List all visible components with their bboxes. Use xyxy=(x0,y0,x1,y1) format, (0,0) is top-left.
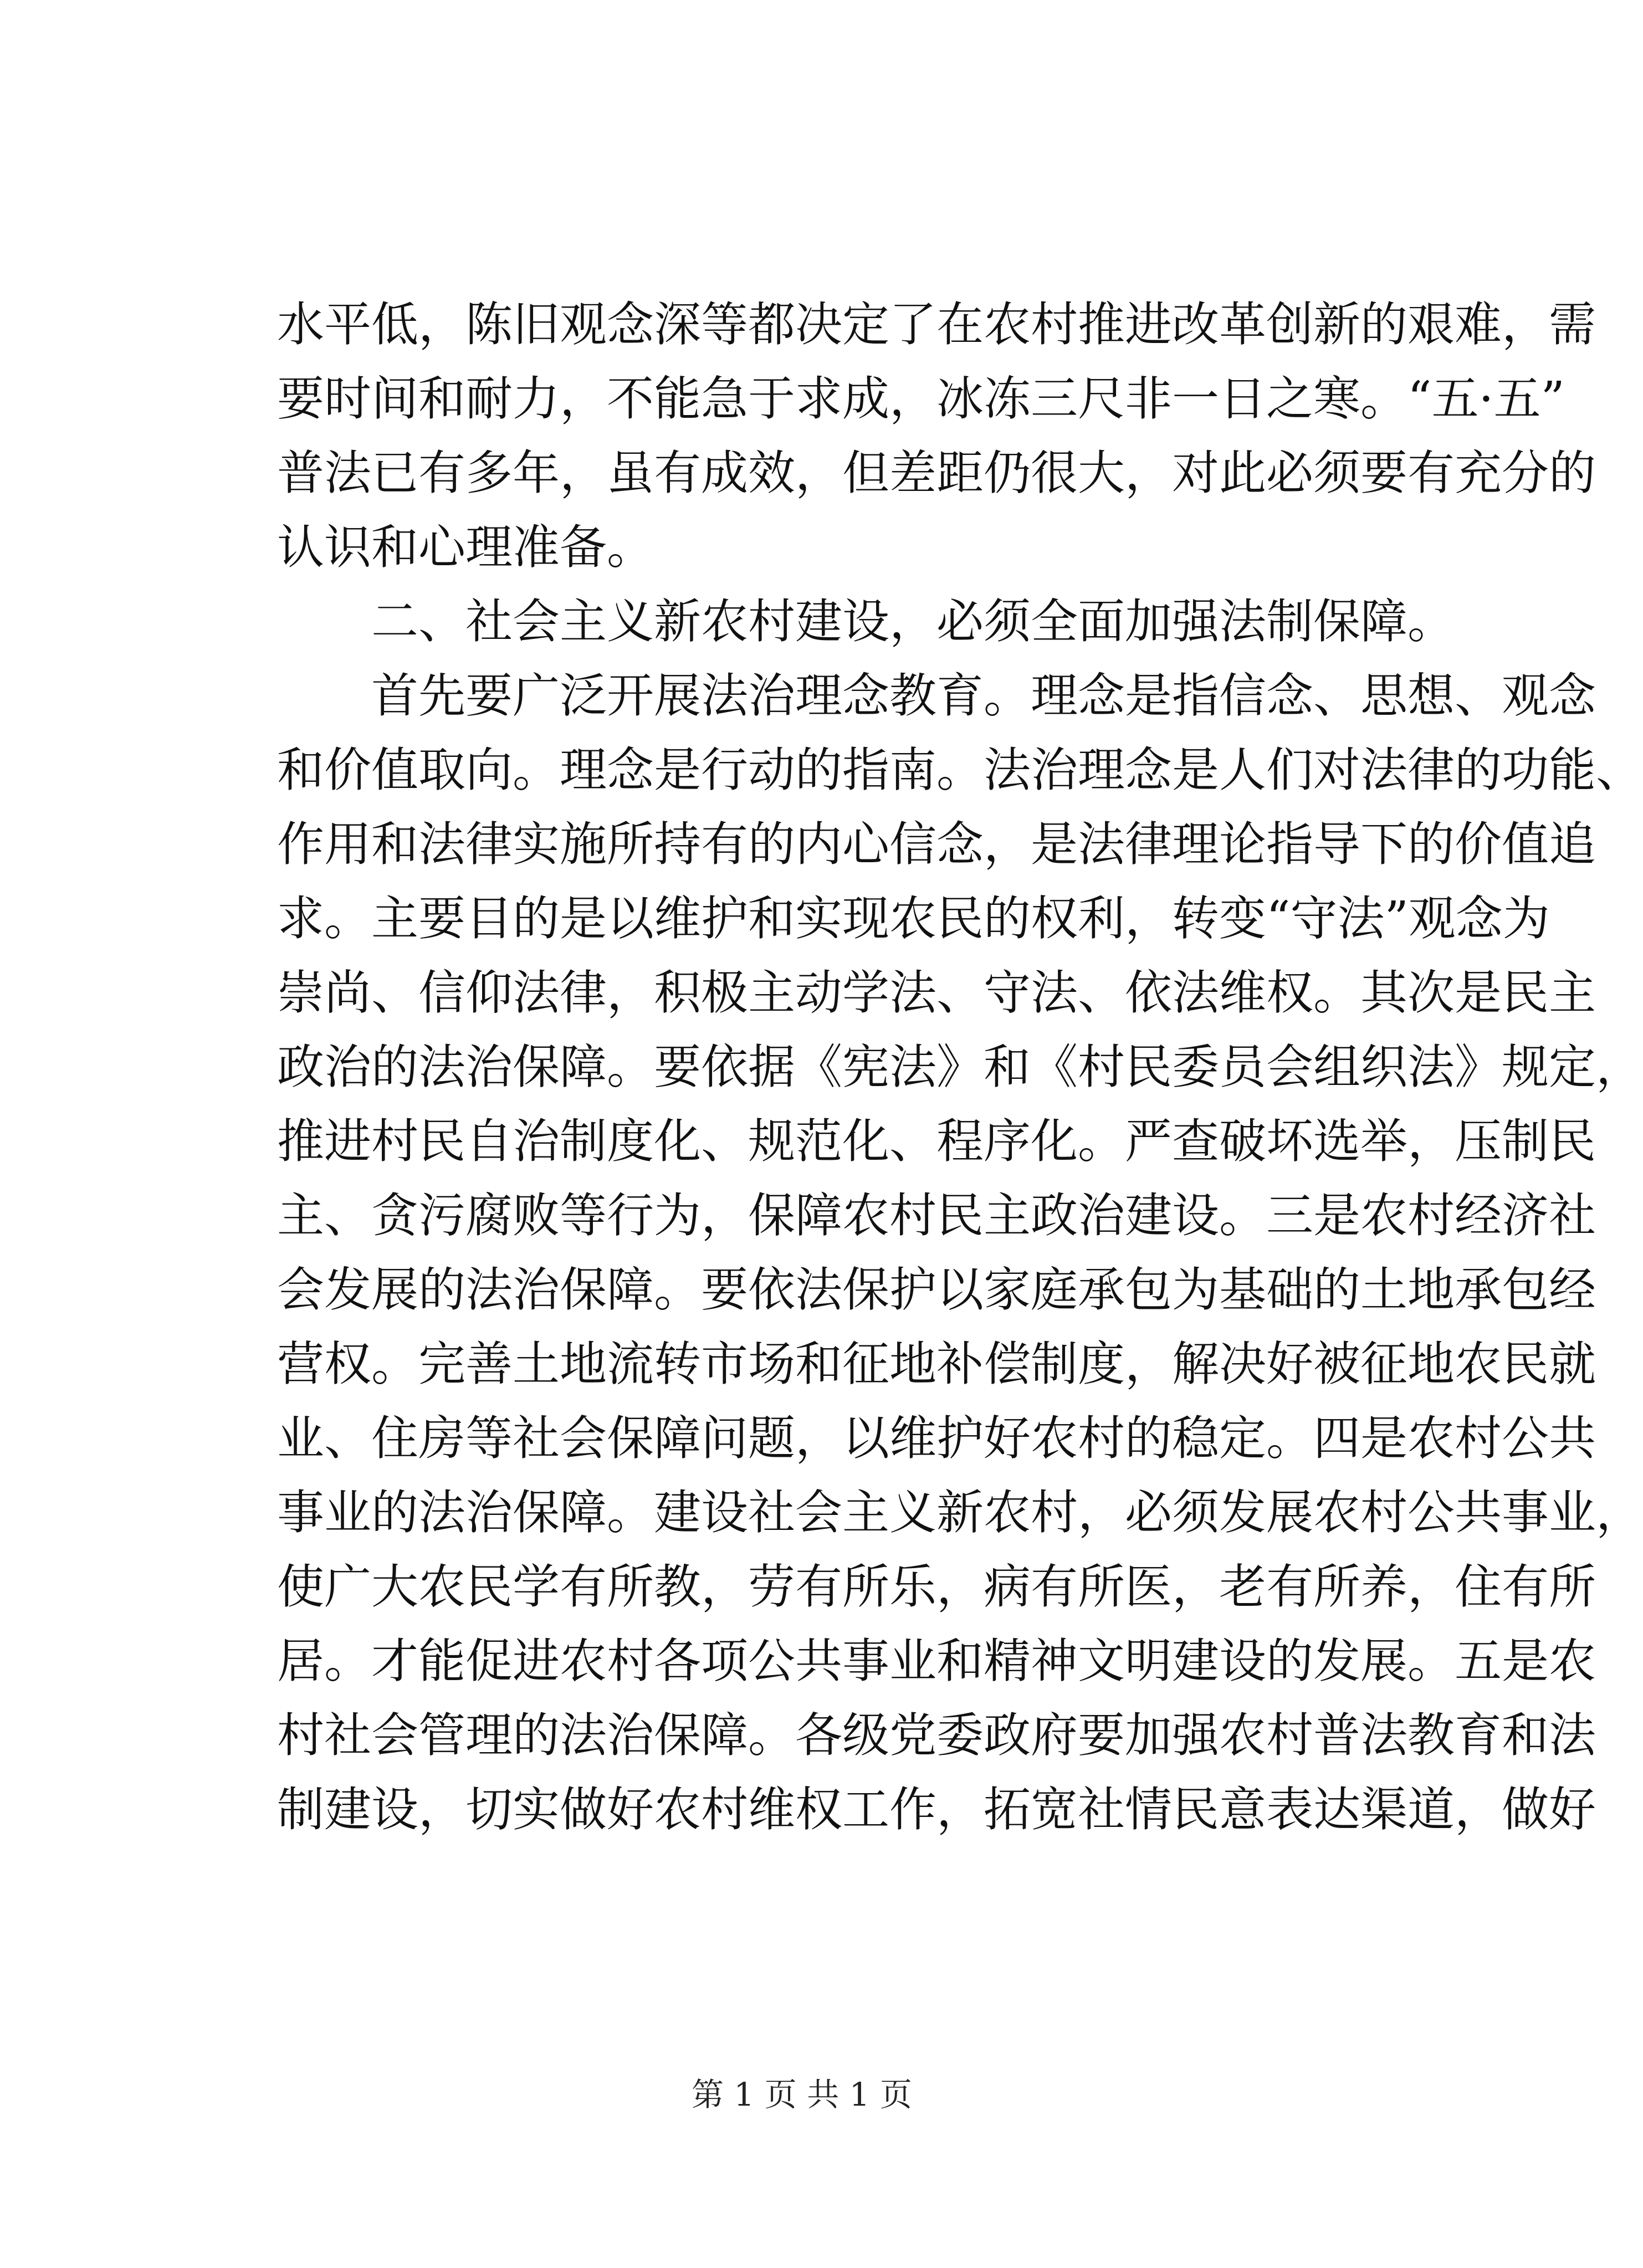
body-line: 业、住房等社会保障问题，以维护好农村的稳定。四是农村公共 xyxy=(277,1411,1596,1466)
body-line: 政治的法治保障。要依据《宪法》和《村民委员会组织法》规定， xyxy=(277,1040,1643,1095)
section-heading: 二、社会主义新农村建设，必须全面加强法制保障。 xyxy=(371,595,1455,649)
body-line: 作用和法律实施所持有的内心信念，是法律理论指导下的价值追 xyxy=(277,817,1596,872)
body-line: 认识和心理准备。 xyxy=(277,520,654,575)
body-line: 和价值取向。理念是行动的指南。法治理念是人们对法律的功能、 xyxy=(277,743,1643,798)
body-line: 要时间和耐力，不能急于求成，冰冻三尺非一日之寒。“五·五” xyxy=(277,372,1565,427)
body-line: 普法已有多年，虽有成效，但差距仍很大，对此必须要有充分的 xyxy=(277,446,1596,501)
body-line: 求。主要目的是以维护和实现农民的权利，转变“守法”观念为 xyxy=(277,892,1550,946)
body-line: 居。才能促进农村各项公共事业和精神文明建设的发展。五是农 xyxy=(277,1634,1596,1689)
body-line: 使广大农民学有所教，劳有所乐，病有所医，老有所养，住有所 xyxy=(277,1560,1596,1615)
body-line: 推进村民自治制度化、规范化、程序化。严查破坏选举，压制民 xyxy=(277,1114,1596,1169)
body-line: 营权。完善土地流转市场和征地补偿制度，解决好被征地农民就 xyxy=(277,1337,1596,1392)
page-footer xyxy=(0,2075,1604,2114)
body-line: 主、贪污腐败等行为，保障农村民主政治建设。三是农村经济社 xyxy=(277,1189,1596,1243)
document-body xyxy=(277,288,1643,1847)
body-line: 会发展的法治保障。要依法保护以家庭承包为基础的土地承包经 xyxy=(277,1263,1596,1318)
body-line: 水平低，陈旧观念深等都决定了在农村推进改革创新的艰难，需 xyxy=(277,298,1596,352)
page-number-label: 第 1 页 共 1 页 xyxy=(692,2076,912,2113)
body-line: 崇尚、信仰法律，积极主动学法、守法、依法维权。其次是民主 xyxy=(277,966,1596,1021)
body-line: 制建设，切实做好农村维权工作，拓宽社情民意表达渠道，做好 xyxy=(277,1783,1596,1837)
body-line: 事业的法治保障。建设社会主义新农村，必须发展农村公共事业， xyxy=(277,1486,1643,1540)
body-line: 村社会管理的法治保障。各级党委政府要加强农村普法教育和法 xyxy=(277,1708,1596,1763)
paragraph-first-line: 首先要广泛开展法治理念教育。理念是指信念、思想、观念 xyxy=(371,669,1596,724)
